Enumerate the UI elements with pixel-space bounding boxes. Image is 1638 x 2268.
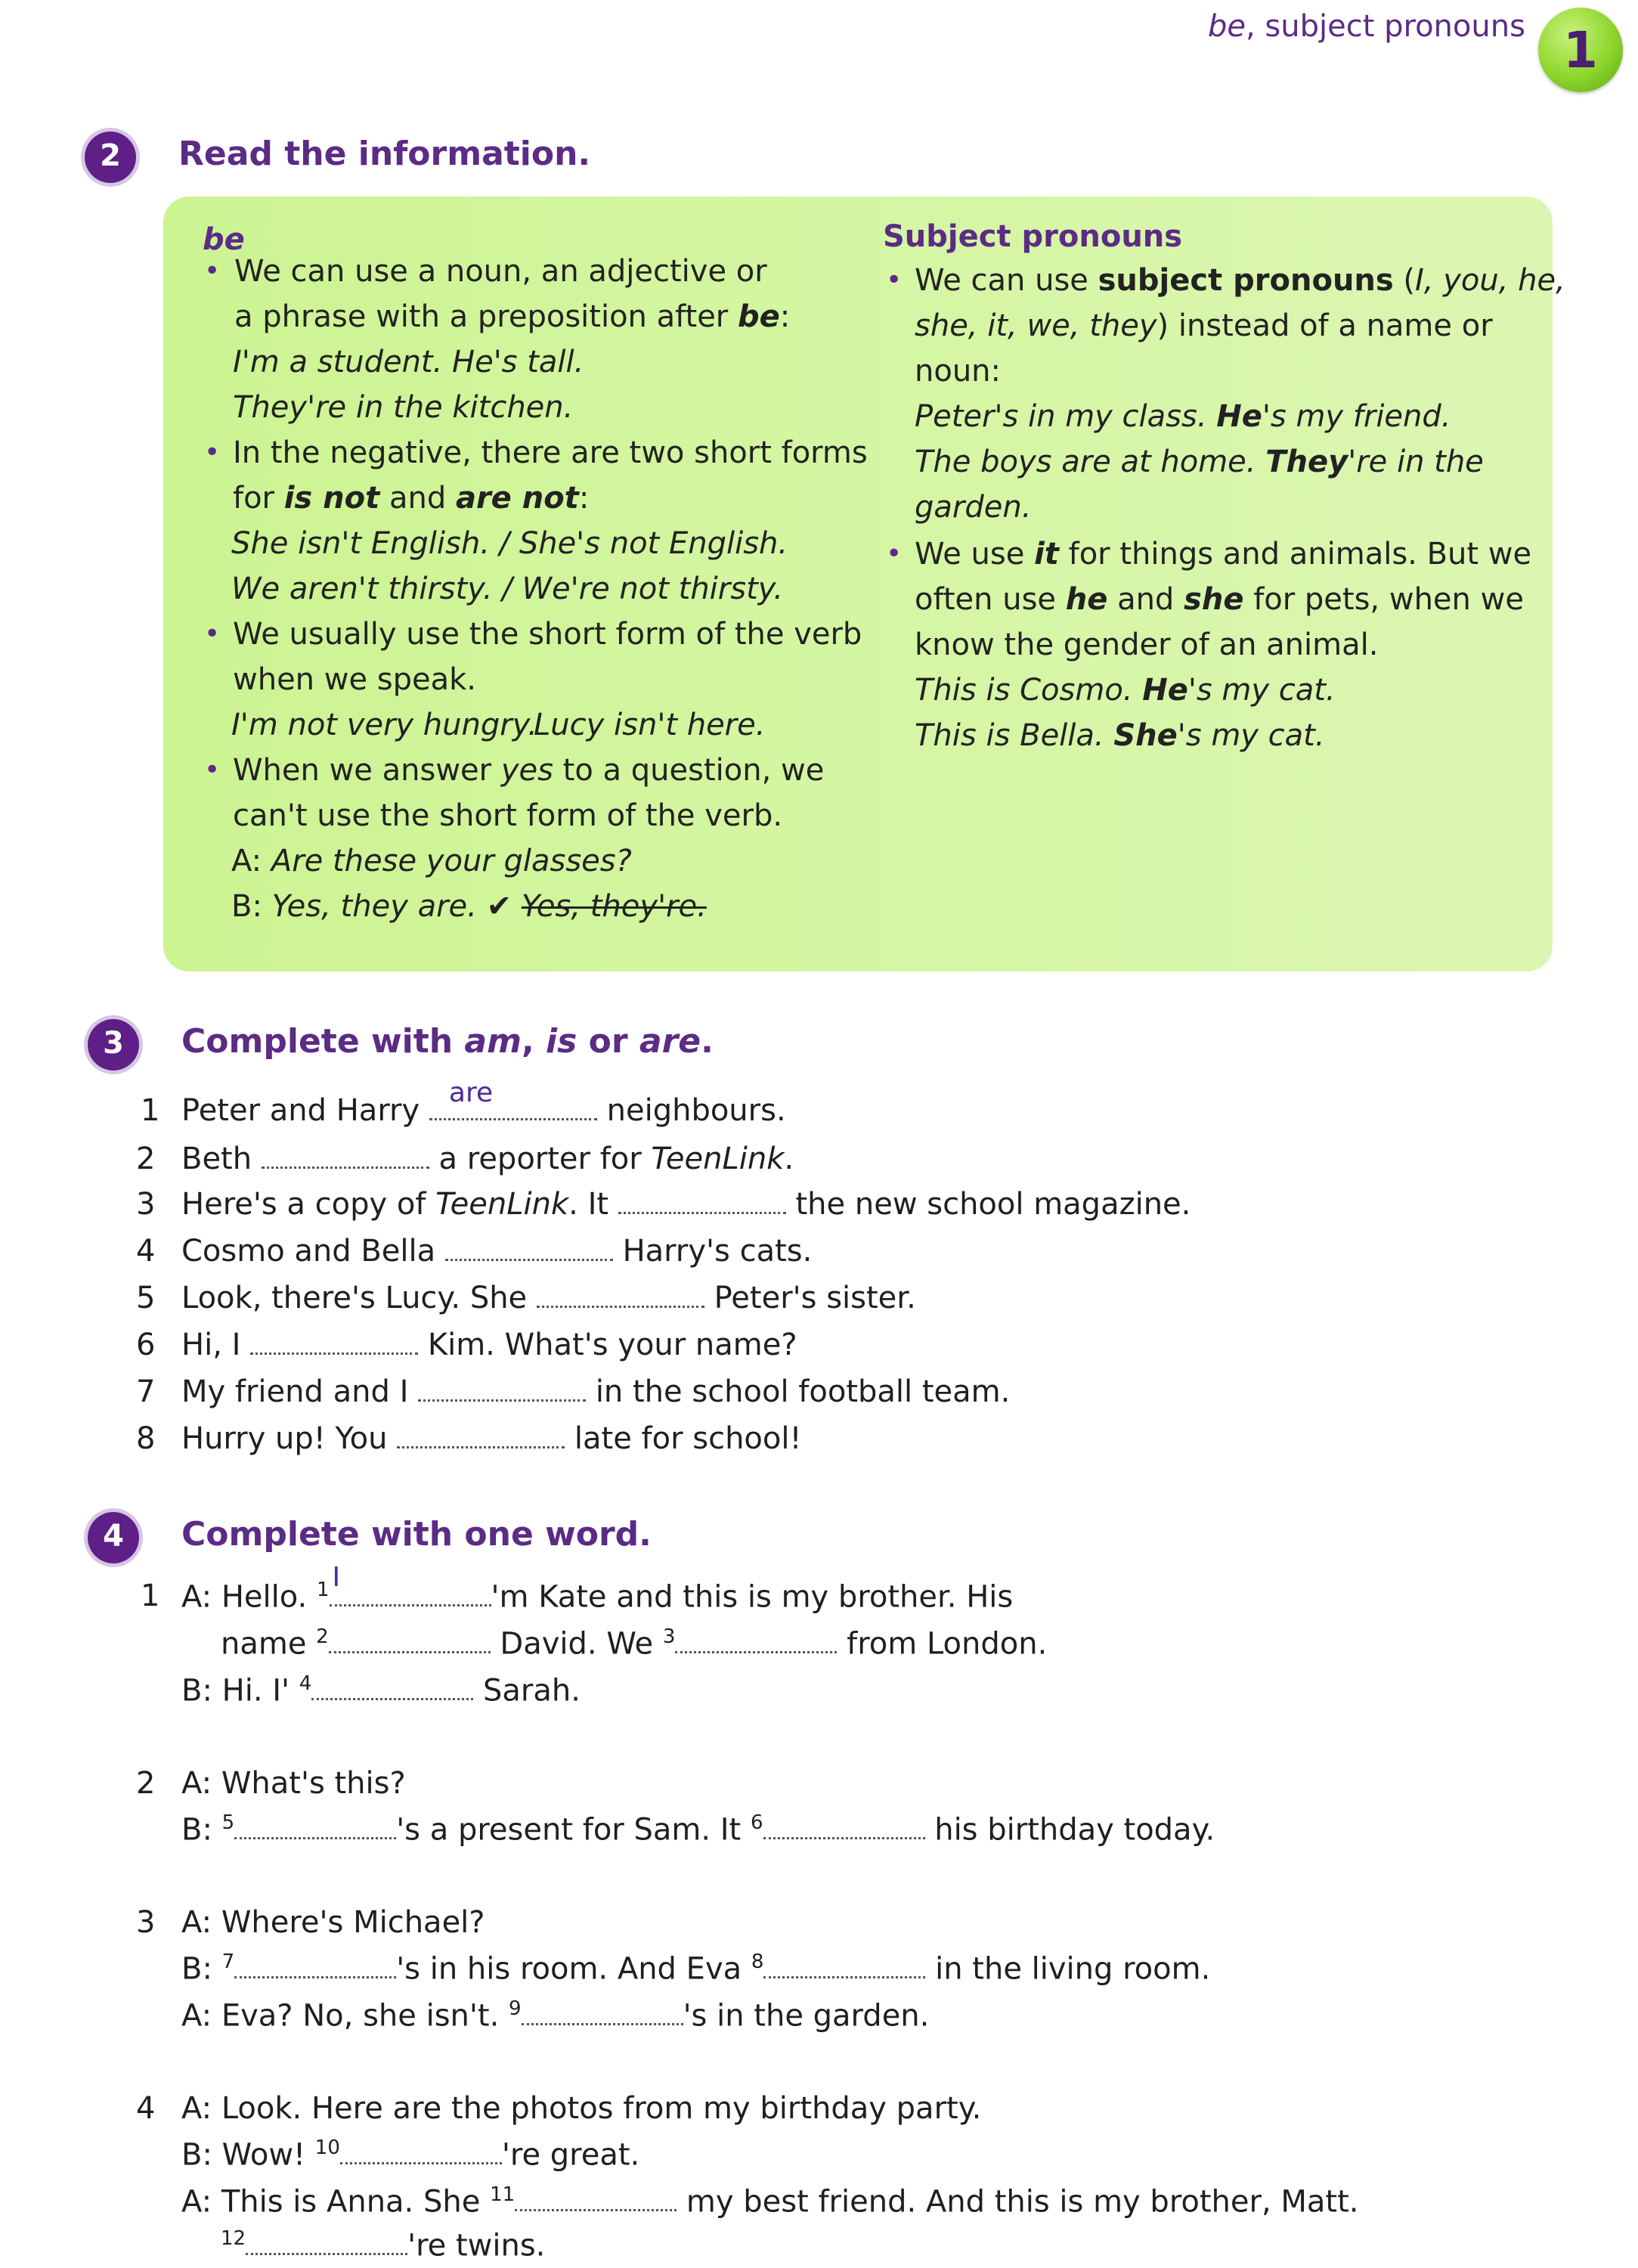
text: late for school! (574, 1421, 802, 1456)
crossed-out-answer: Yes, they're. (521, 889, 707, 924)
gap-number: 2 (316, 1625, 329, 1648)
text: B: (181, 1812, 212, 1848)
text: my best friend. And this is my brother, Matt. (686, 2184, 1359, 2220)
em-he: he (1065, 582, 1108, 617)
bullet-dot: • (886, 265, 903, 296)
text: she, it, we, they (915, 308, 1157, 343)
text: for pets, when we (1253, 582, 1524, 617)
speaker-a: A: (231, 844, 262, 878)
em-he: He (1142, 673, 1188, 708)
ex3-item-5 (181, 1281, 916, 1315)
em-are: are (639, 1022, 701, 1061)
answer-blank[interactable] (329, 1628, 491, 1653)
text: A: This is Anna. She (181, 2184, 481, 2220)
text: . (701, 1022, 714, 1061)
answer-blank[interactable] (675, 1628, 837, 1653)
text: Beth (181, 1142, 252, 1176)
text: ( (1403, 263, 1416, 298)
item-number: 3 (136, 1187, 156, 1222)
text: When we answer (233, 753, 492, 788)
text: This is Cosmo. (915, 673, 1133, 708)
text: Hurry up! You (181, 1421, 388, 1456)
text: and (389, 481, 447, 516)
text: 'm Kate and this is my brother. His (491, 1579, 1014, 1615)
ex4-d2-line-2 (181, 1811, 1215, 1847)
pronoun-rule-2-line-3: know the gender of an animal. (915, 627, 1379, 662)
answer-blank-3[interactable] (618, 1189, 786, 1214)
bullet-dot: • (204, 754, 221, 785)
answer-blank[interactable] (763, 1954, 925, 1978)
header-title-italic: be (1208, 9, 1246, 44)
be-heading: be (203, 222, 245, 257)
text: 's a present for Sam. It (396, 1812, 742, 1848)
text: his birthday today. (934, 1812, 1215, 1848)
ex4-d3-line-1: A: Where's Michael? (181, 1905, 485, 1940)
pronoun-example-5 (915, 718, 1325, 753)
be-example-7 (231, 889, 707, 924)
answer-blank[interactable] (515, 2186, 677, 2211)
gap-number: 5 (221, 1811, 235, 1834)
text: 's my friend. (1262, 399, 1451, 434)
text: from London. (847, 1626, 1048, 1662)
text: name (221, 1626, 307, 1662)
text: David. We (500, 1626, 654, 1662)
answer-blank[interactable] (763, 1814, 925, 1839)
ex4-d4-line-3 (181, 2183, 1358, 2219)
text: Harry's cats. (622, 1234, 813, 1269)
answer-blank-2[interactable] (262, 1144, 429, 1169)
be-example-4: We aren't thirsty. / We're not thirsty. (231, 572, 784, 606)
gap-number: 9 (509, 1997, 522, 2020)
text: Are these your glasses? (271, 844, 632, 878)
gap-number: 10 (314, 2136, 340, 2159)
be-rule-1-line-2 (234, 299, 790, 334)
ex3-item-6 (181, 1328, 797, 1362)
text: Hi, I (181, 1328, 241, 1362)
answer-blank-8[interactable] (397, 1424, 565, 1448)
handwritten-answer: I (332, 1562, 341, 1594)
text: The boys are at home. (915, 445, 1256, 479)
unit-number-badge (1538, 8, 1623, 92)
exercise-4-number: 4 (103, 1519, 124, 1554)
text: . It (568, 1187, 609, 1222)
answer-blank-7[interactable] (418, 1377, 586, 1402)
text: 's my cat. (1177, 718, 1325, 753)
text: Cosmo and Bella (181, 1234, 436, 1269)
exercise-3-number-badge (88, 1019, 139, 1070)
gap-number: 1 (316, 1579, 330, 1601)
pronoun-example-1 (915, 399, 1451, 434)
item-number: 5 (136, 1281, 156, 1315)
be-example-1a: I'm a student. (233, 345, 443, 380)
text: Here's a copy of (181, 1187, 426, 1222)
be-rule-3-line-1: We usually use the short form of the verb (233, 617, 862, 652)
em-she: she (1184, 582, 1244, 617)
text: Sarah. (483, 1673, 581, 1709)
item-number: 1 (141, 1579, 160, 1613)
ex4-d4-line-4 (221, 2227, 545, 2263)
item-number: 4 (136, 2091, 156, 2126)
item-number: 1 (141, 1093, 160, 1128)
text: 's in the garden. (683, 1998, 930, 2034)
text: B: Hi. I' (181, 1673, 290, 1709)
header-title-rest: , subject pronouns (1246, 9, 1525, 44)
be-example-5b: Lucy isn't here. (534, 708, 766, 742)
answer-blank-6[interactable] (250, 1330, 418, 1355)
bullet-dot: • (204, 256, 221, 287)
text: Peter's sister. (714, 1281, 916, 1315)
bullet-dot: • (204, 618, 221, 649)
text: A: Hello. (181, 1579, 308, 1615)
text: . (784, 1142, 794, 1176)
answer-blank[interactable] (340, 2139, 502, 2164)
text: Complete with (181, 1022, 454, 1061)
page-header-title (1208, 9, 1525, 44)
pronoun-example-4 (915, 673, 1336, 708)
text: for things and animals. But we (1068, 537, 1532, 572)
ex4-d3-line-3 (181, 1997, 929, 2033)
text: B: Wow! (181, 2137, 306, 2173)
item-number: 7 (136, 1374, 156, 1409)
text: A: Eva? No, she isn't. (181, 1998, 500, 2034)
em-is-not: is not (283, 481, 380, 516)
text: 're twins. (407, 2228, 546, 2263)
pronoun-rule-1-line-1 (915, 263, 1565, 298)
text: neighbours. (606, 1093, 786, 1128)
subject-pronouns-heading: Subject pronouns (883, 219, 1183, 254)
be-example-1b: He's tall. (452, 345, 584, 380)
text: a phrase with a preposition after (234, 299, 729, 334)
pronoun-example-3: garden. (915, 490, 1032, 525)
em-he: He (1216, 399, 1262, 434)
exercise-2-title: Read the information. (178, 135, 591, 173)
be-rule-3-line-2: when we speak. (233, 662, 477, 697)
gap-number: 11 (490, 2183, 516, 2206)
ex4-d1-line-3 (181, 1672, 581, 1708)
answer-blank-5[interactable] (537, 1283, 704, 1308)
gap-number: 4 (299, 1672, 312, 1695)
answer-blank[interactable] (234, 1954, 396, 1978)
exercise-4-number-badge (88, 1512, 139, 1563)
ex3-item-8 (181, 1421, 802, 1456)
be-example-6 (231, 844, 632, 878)
ex3-item-2 (181, 1142, 794, 1176)
be-rule-2-line-1: In the negative, there are two short forms (233, 435, 868, 470)
em-subject-pronouns: subject pronouns (1098, 263, 1394, 298)
item-number: 4 (136, 1234, 156, 1269)
text: ) instead of a name or (1157, 308, 1493, 343)
be-rule-1-line-1: We can use a noun, an adjective or (234, 254, 767, 289)
text: 're in the (1348, 445, 1484, 479)
text: : (779, 299, 791, 334)
ex4-d3-line-2 (181, 1950, 1210, 1986)
text: Yes, they are. (271, 889, 477, 924)
em-are-not: are not (455, 481, 579, 516)
speaker-b: B: (231, 889, 262, 924)
exercise-3-title (181, 1022, 714, 1061)
text: 's my cat. (1187, 673, 1336, 708)
text: 're great. (501, 2137, 640, 2173)
answer-blank[interactable] (330, 1562, 491, 1606)
answer-blank[interactable] (522, 2000, 683, 2025)
text: Peter and Harry (181, 1093, 420, 1128)
exercise-3-number: 3 (103, 1026, 124, 1061)
item-number: 2 (136, 1142, 156, 1176)
text: a reporter for (438, 1142, 642, 1176)
text: Look, there's Lucy. She (181, 1281, 528, 1315)
text: or (588, 1022, 628, 1061)
ex3-item-3 (181, 1187, 1191, 1222)
ex4-d4-line-1: A: Look. Here are the photos from my birthday party. (181, 2091, 982, 2126)
text: : (578, 481, 590, 516)
be-rule-4-line-2: can't use the short form of the verb. (233, 798, 783, 833)
text: TeenLink (435, 1187, 569, 1222)
be-rule-4-line-1 (233, 753, 824, 788)
em-yes: yes (500, 753, 553, 788)
check-mark-icon: ✔ (486, 889, 512, 924)
text: TeenLink (651, 1142, 785, 1176)
exercise-4-title: Complete with one word. (181, 1515, 652, 1554)
text: I, you, he, (1415, 263, 1565, 298)
ex4-d4-line-2 (181, 2136, 639, 2172)
be-example-3: She isn't English. / She's not English. (231, 526, 788, 561)
pronoun-rule-2-line-2 (915, 582, 1524, 617)
em-is: is (546, 1022, 577, 1061)
em-they: They (1265, 445, 1348, 479)
ex4-d2-line-1: A: What's this? (181, 1766, 406, 1801)
item-number: 8 (136, 1421, 156, 1456)
text: to a question, we (562, 753, 825, 788)
text: 's in his room. And Eva (396, 1951, 742, 1987)
text: the new school magazine. (795, 1187, 1191, 1222)
text: Kim. What's your name? (427, 1328, 797, 1362)
text: We use (915, 537, 1025, 572)
bullet-dot: • (886, 538, 903, 569)
ex3-item-7 (181, 1374, 1010, 1409)
ex4-d1-line-2 (221, 1625, 1047, 1661)
text: in the school football team. (595, 1374, 1011, 1409)
item-number: 6 (136, 1328, 156, 1362)
answer-blank-4[interactable] (445, 1236, 613, 1261)
text: We can use (915, 263, 1088, 298)
ex4-d1-line-1 (181, 1562, 1014, 1615)
pronoun-rule-1-line-2 (915, 308, 1493, 343)
em-it: it (1034, 537, 1059, 572)
gap-number: 7 (221, 1950, 235, 1973)
bullet-dot: • (204, 437, 221, 468)
answer-blank-1[interactable] (429, 1077, 597, 1120)
item-number: 2 (136, 1766, 156, 1801)
gap-number: 12 (221, 2227, 246, 2250)
gap-number: 8 (751, 1950, 764, 1973)
text: My friend and I (181, 1374, 409, 1409)
em-be: be (737, 299, 780, 334)
text: This is Bella. (915, 718, 1104, 753)
answer-blank[interactable] (234, 1814, 396, 1839)
item-number: 3 (136, 1905, 156, 1940)
text: , (521, 1022, 534, 1061)
text: B: (181, 1951, 212, 1987)
be-example-2: They're in the kitchen. (233, 390, 574, 425)
em-she: She (1113, 718, 1178, 753)
text: and (1117, 582, 1175, 617)
exercise-2-number-badge (85, 132, 136, 183)
text: in the living room. (935, 1951, 1211, 1987)
answer-blank[interactable] (246, 2230, 407, 2255)
text: Peter's in my class. (915, 399, 1207, 434)
gap-number: 6 (750, 1811, 763, 1834)
ex3-item-4 (181, 1234, 812, 1269)
em-am: am (464, 1022, 522, 1061)
handwritten-answer: are (448, 1077, 494, 1108)
text: often use (915, 582, 1057, 617)
be-example-5a: I'm not very hungry. (231, 708, 537, 742)
be-rule-2-line-2 (233, 481, 589, 516)
answer-blank[interactable] (311, 1675, 473, 1700)
pronoun-rule-1-line-3: noun: (915, 354, 1002, 389)
pronoun-rule-2-line-1 (915, 537, 1531, 572)
pronoun-example-2 (915, 445, 1484, 479)
unit-number: 1 (1563, 21, 1598, 79)
exercise-2-number: 2 (100, 138, 121, 173)
text: for (233, 481, 274, 516)
gap-number: 3 (662, 1625, 676, 1648)
ex3-item-1 (181, 1077, 786, 1128)
